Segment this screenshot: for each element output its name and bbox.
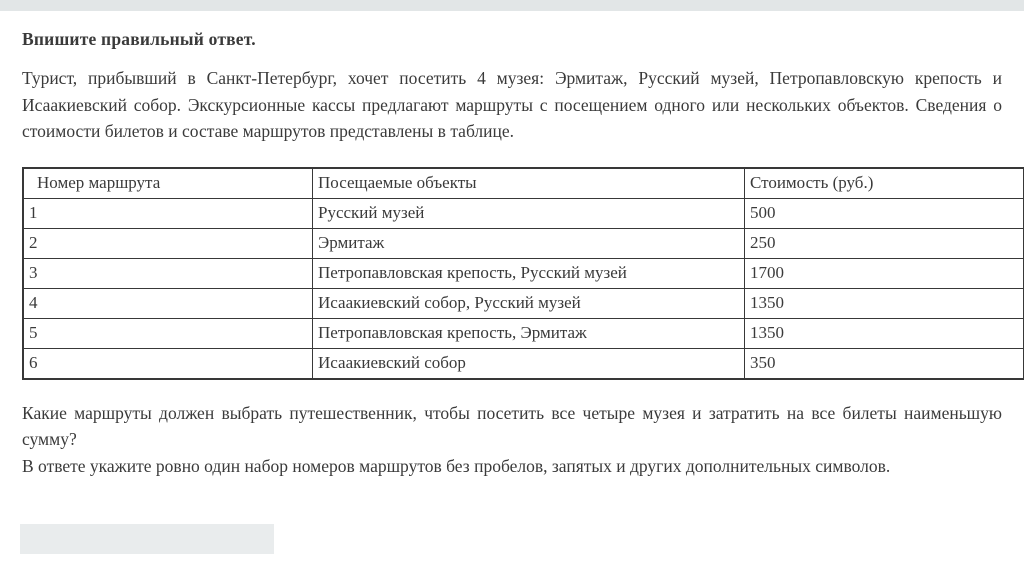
cell-objects-visited: Исаакиевский собор, Русский музей xyxy=(313,288,745,318)
table-row xyxy=(23,348,1024,379)
cell-cost-rub: 1700 xyxy=(745,258,1024,288)
table-row xyxy=(23,258,1024,288)
routes-table xyxy=(22,167,1024,380)
table-row xyxy=(23,198,1024,228)
cell-objects-visited: Русский музей xyxy=(313,198,745,228)
cell-route-number: 2 xyxy=(23,228,313,258)
column-header-objects-visited: Посещаемые объекты xyxy=(313,168,745,199)
cell-objects-visited: Петропавловская крепость, Эрмитаж xyxy=(313,318,745,348)
cell-cost-rub: 1350 xyxy=(745,318,1024,348)
answer-instruction: В ответе укажите ровно один набор номеров маршрутов без пробелов, запятых и других дополнительных символов. xyxy=(22,455,891,476)
question-text: Какие маршруты должен выбрать путешественник, чтобы посетить все четыре музея и затратить на все билеты наименьшую сумму? xyxy=(22,402,1002,449)
table-row xyxy=(23,228,1024,258)
cell-objects-visited: Эрмитаж xyxy=(313,228,745,258)
task-text: Турист, прибывший в Санкт-Петербург, хочет посетить 4 музея: Эрмитаж, Русский музей, Петропавловскую крепость и Исаакиевский собор. Экскурсионные кассы предлагают маршруты с посещением одного или нескольких объектов. Сведения о стоимости билетов и составе маршрутов представлены в таблице. xyxy=(22,68,1002,141)
cell-route-number: 1 xyxy=(23,198,313,228)
cell-route-number: 4 xyxy=(23,288,313,318)
cell-route-number: 6 xyxy=(23,348,313,379)
routes-table-head xyxy=(23,168,1024,199)
column-header-cost-rub: Стоимость (руб.) xyxy=(745,168,1024,199)
top-bar xyxy=(0,0,1024,11)
cell-objects-visited: Петропавловская крепость, Русский музей xyxy=(313,258,745,288)
cell-cost-rub: 1350 xyxy=(745,288,1024,318)
cell-cost-rub: 250 xyxy=(745,228,1024,258)
page-title: Впишите правильный ответ. xyxy=(22,29,256,49)
question-page xyxy=(0,29,1024,554)
answer-input[interactable] xyxy=(20,524,274,554)
table-row xyxy=(23,288,1024,318)
table-header-row xyxy=(23,168,1024,199)
cell-objects-visited: Исаакиевский собор xyxy=(313,348,745,379)
table-row xyxy=(23,318,1024,348)
cell-cost-rub: 350 xyxy=(745,348,1024,379)
routes-table-body xyxy=(23,198,1024,379)
column-header-route-number: Номер маршрута xyxy=(23,168,313,199)
cell-route-number: 3 xyxy=(23,258,313,288)
cell-route-number: 5 xyxy=(23,318,313,348)
cell-cost-rub: 500 xyxy=(745,198,1024,228)
